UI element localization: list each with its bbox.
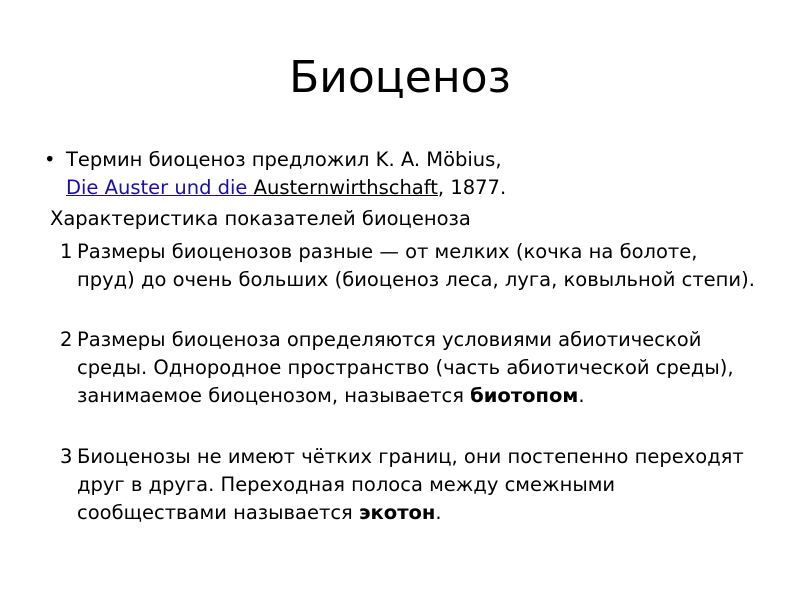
bullet-text-after: , 1877. [437,176,507,199]
bullet-marker: • [44,148,56,171]
item-text [60,326,760,410]
item-text [60,443,760,527]
reference-link-part1[interactable]: Die Auster und die [66,176,254,199]
bullet-item [44,146,764,202]
bullet-text-before: Термин биоценоз предложил K. A. Möbius, [66,148,502,171]
list-item-2 [60,326,760,410]
item-text-after: . [578,384,585,407]
item-text: Размеры биоценозов разные — от мелких (кочка на болоте, пруд) до очень больших (биоценоз леса, луга, ковыльной степи). [77,240,755,291]
subheading: Характеристика показателей биоценоза [50,207,471,230]
item-text-before: Биоценозы не имеют чётких границ, они постепенно переходят друг в друга. Переходная полоса между смежными сообществами называется [77,445,744,524]
list-item-3 [60,443,760,527]
item-text-after: . [435,501,442,524]
item-number: 1 [60,240,73,263]
reference-link-part2[interactable]: Austernwirthschaft [253,176,438,199]
slide-title: Биоценоз [289,52,511,103]
item-number: 3 [60,445,73,468]
item-number: 2 [60,328,73,351]
term-biotope: биотопом [470,384,579,407]
bullet-text [44,146,764,202]
item-text-before: Размеры биоценоза определяются условиями абиотической среды. Однородное пространство (часть абиотической среды), занимаемое биоценозом, называется [77,328,734,407]
list-item-1 [60,238,760,294]
term-ecotone: экотон [359,501,436,524]
